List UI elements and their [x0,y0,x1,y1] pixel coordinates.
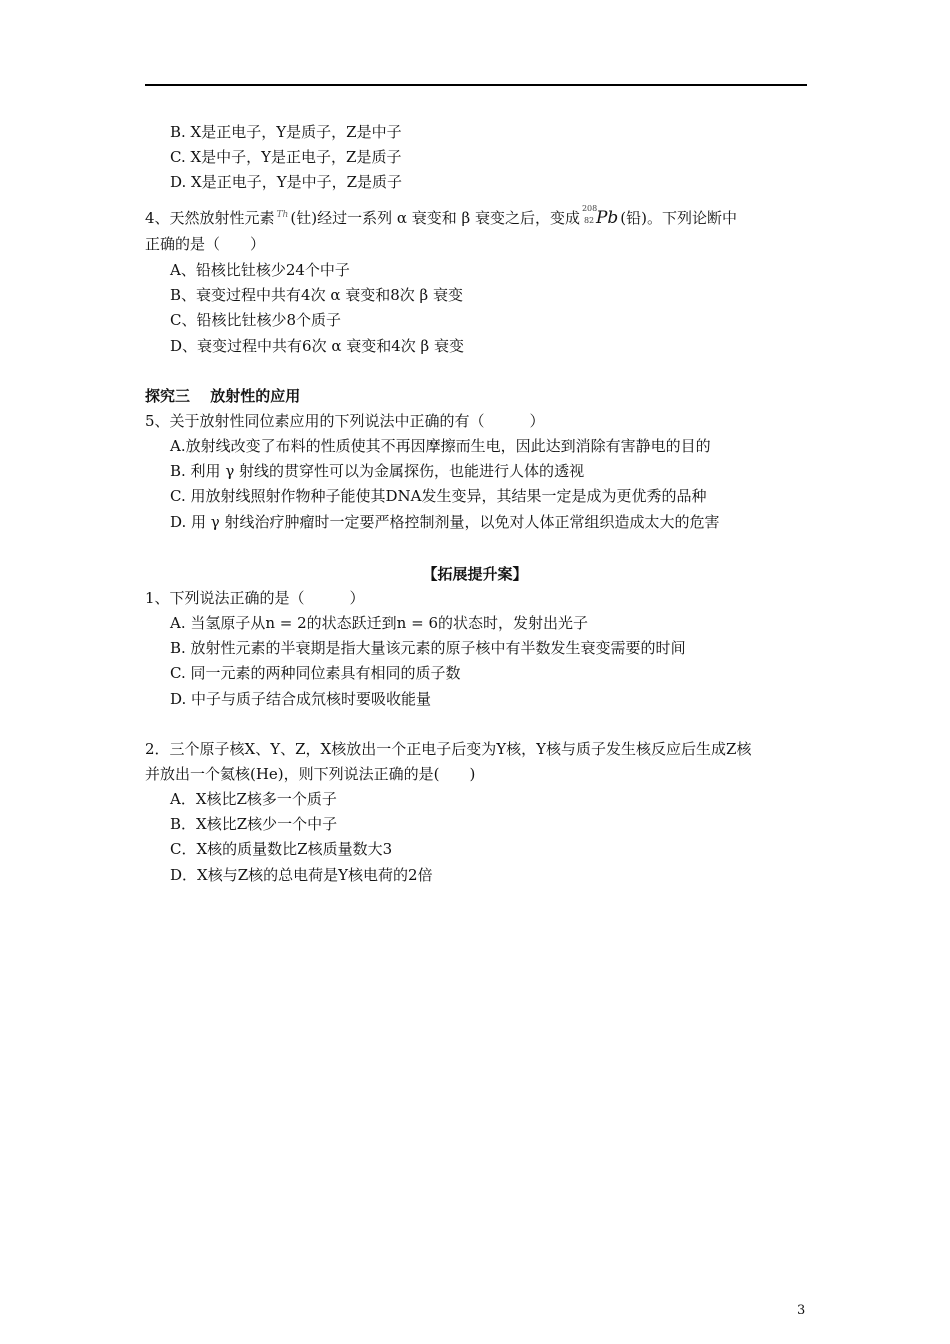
ext-q2-option-c: C．X核的质量数比Z核质量数大3 [170,840,393,858]
option-b: B. X是正电子，Y是质子，Z是中子 [170,123,402,141]
ext-question-1: 1、下列说法正确的是（ ） [145,589,365,607]
extension-heading: 【拓展提升案】 [422,565,528,583]
ext-q2-option-a: A．X核比Z核多一个质子 [170,790,337,808]
q4-option-d: D、衰变过程中共有6次 α 衰变和4次 β 衰变 [170,337,464,355]
section-3-heading: 探究三 放射性的应用 [145,387,301,405]
question-4-line1: 4、天然放射性元素 Th (钍)经过一系列 α 衰变和 β 衰变之后，变成 208 82 Pb (铅)。下列论断中 [145,204,737,228]
ext-q1-option-d: D. 中子与质子结合成氘核时要吸收能量 [170,690,432,708]
ext-question-2-line2: 并放出一个氦核(He)，则下列说法正确的是( ) [145,765,476,783]
q5-option-d: D. 用 γ 射线治疗肿瘤时一定要严格控制剂量，以免对人体正常组织造成太大的危害 [170,513,720,531]
ext-q1-option-a: A. 当氢原子从n = 2的状态跃迁到n = 6的状态时，发射出光子 [170,614,588,632]
q4-option-b: B、衰变过程中共有4次 α 衰变和8次 β 衰变 [170,286,463,304]
question-5: 5、关于放射性同位素应用的下列说法中正确的有（ ） [145,412,545,430]
ext-q1-option-b: B. 放射性元素的半衰期是指大量该元素的原子核中有半数发生衰变需要的时间 [170,639,686,657]
q5-option-a: A.放射线改变了布料的性质使其不再因摩擦而生电，因此达到消除有害静电的目的 [170,437,711,455]
page-number: 3 [797,1303,806,1318]
ext-q2-option-d: D．X核与Z核的总电荷是Y核电荷的2倍 [170,866,433,884]
lead-isotope-symbol: 208 82 Pb [581,204,619,228]
ext-question-2-line1: 2．三个原子核X、Y、Z，X核放出一个正电子后变为Y核，Y核与质子发生核反应后生成Z核 [145,740,752,758]
option-c: C. X是中子，Y是正电子，Z是质子 [170,148,402,166]
q4-option-c: C、铅核比钍核少8个质子 [170,311,342,329]
q4-option-a: A、铅核比钍核少24个中子 [170,261,350,279]
question-4-line2: 正确的是（ ） [145,235,266,253]
option-d: D. X是正电子，Y是中子，Z是质子 [170,173,403,191]
q5-option-b: B. 利用 γ 射线的贯穿性可以为金属探伤，也能进行人体的透视 [170,462,585,480]
q5-option-c: C. 用放射线照射作物种子能使其DNA发生变异，其结果一定是成为更优秀的品种 [170,487,707,505]
ext-q2-option-b: B．X核比Z核少一个中子 [170,815,338,833]
ext-q1-option-c: C. 同一元素的两种同位素具有相同的质子数 [170,664,461,682]
header-rule [145,84,807,86]
thorium-isotope-symbol: Th [276,210,289,220]
